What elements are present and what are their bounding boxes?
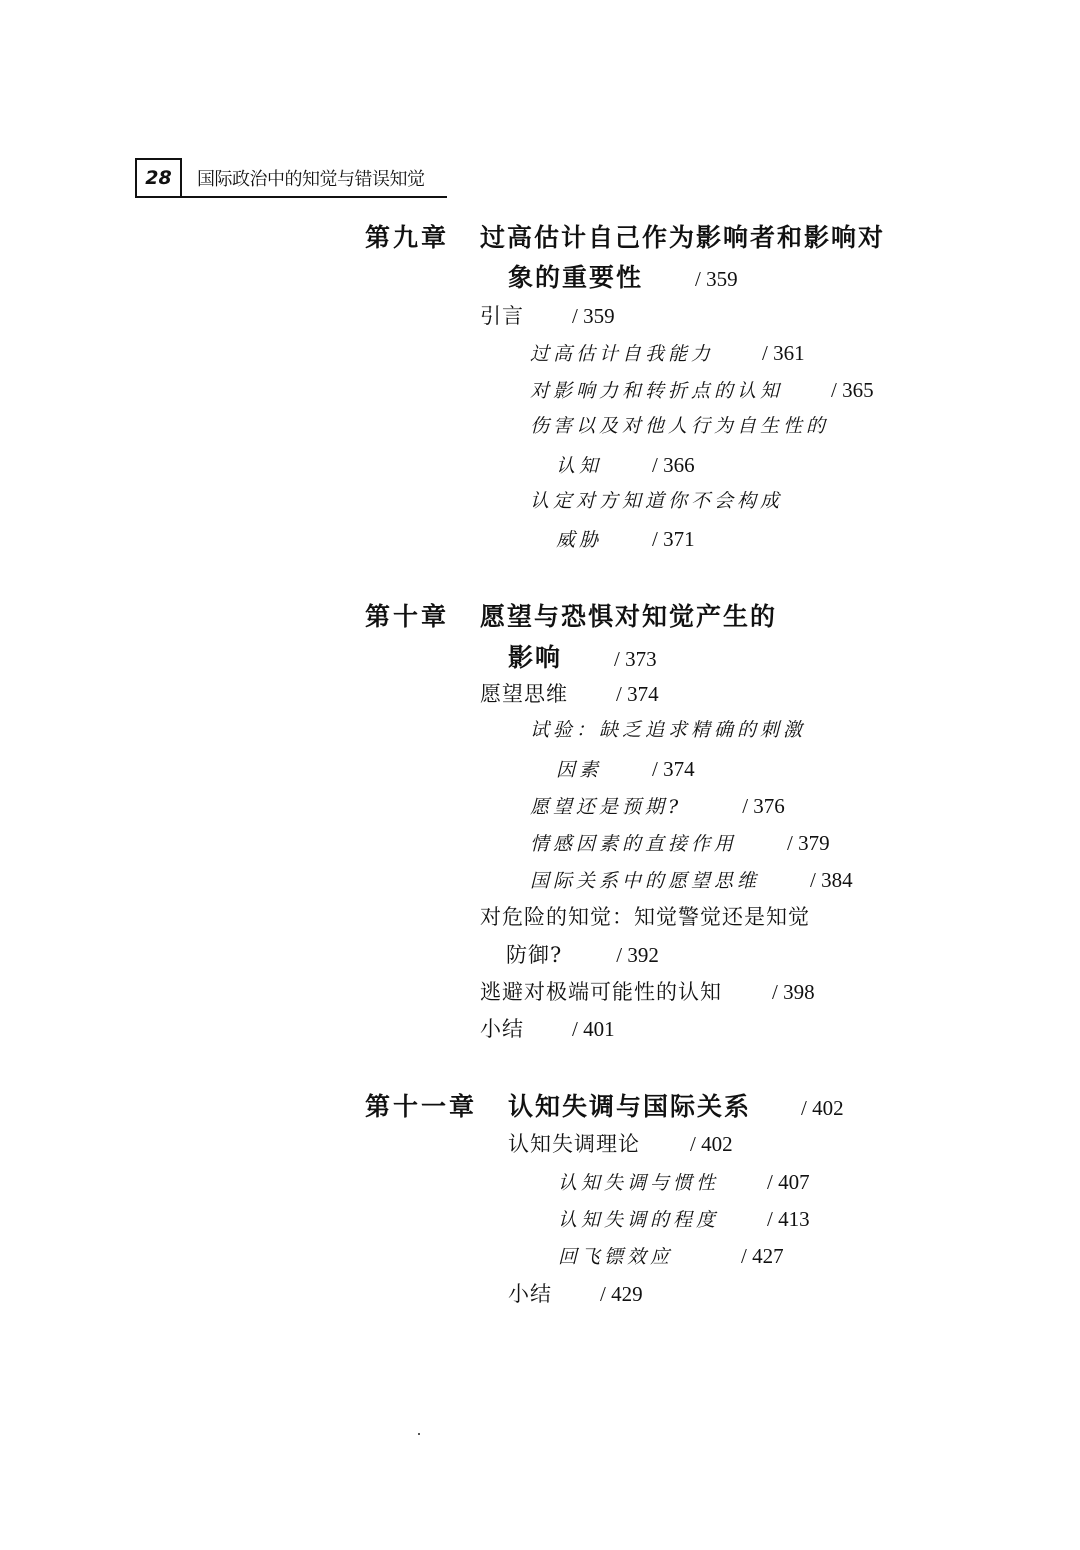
entry-page: / 374 <box>652 757 695 781</box>
toc-entry[interactable]: 逃避对极端可能性的认知 / 398 <box>480 980 815 1004</box>
entry-page: / 427 <box>741 1244 784 1268</box>
entry-page: / 401 <box>572 1017 615 1041</box>
toc-entry[interactable]: 愿望思维 / 374 <box>480 682 659 706</box>
toc-entry[interactable]: 国际关系中的愿望思维 / 384 <box>530 868 853 892</box>
entry-page: / 376 <box>742 794 785 818</box>
entry-page: / 398 <box>772 980 815 1004</box>
entry-page: / 371 <box>652 527 695 551</box>
chapter-label: 第十章 <box>365 602 450 631</box>
entry-page: / 359 <box>572 304 615 328</box>
entry-page: / 402 <box>690 1132 733 1156</box>
chapter-title: 过高估计自己作为影响者和影响对 <box>480 223 886 252</box>
book-title: 国际政治中的知觉与错误知觉 <box>197 169 425 190</box>
chapter-title-cont: 影响 / 373 <box>508 643 657 672</box>
toc-entry[interactable]: 试验：缺乏追求精确的刺激 <box>530 719 807 741</box>
chapter-label: 第九章 <box>365 223 450 252</box>
toc-entry[interactable]: 过高估计自我能力 / 361 <box>530 341 805 365</box>
entry-page: / 384 <box>810 868 853 892</box>
toc-entry[interactable]: 对影响力和转折点的认知 / 365 <box>530 378 874 402</box>
toc-entry[interactable]: 认知失调理论 / 402 <box>508 1132 733 1156</box>
toc-entry-cont[interactable]: 防御? / 392 <box>506 943 659 967</box>
entry-page: / 374 <box>616 682 659 706</box>
toc-entry[interactable]: 小结 / 401 <box>480 1017 615 1041</box>
toc-entry-cont[interactable]: 认知 / 366 <box>556 453 695 477</box>
chapter-label: 第十一章 <box>365 1092 478 1121</box>
page-number: 28 <box>135 158 182 196</box>
scan-speck <box>418 1433 420 1435</box>
entry-page: / 392 <box>616 943 659 967</box>
toc-entry[interactable]: 认知失调的程度 / 413 <box>558 1207 810 1231</box>
running-header <box>135 158 447 198</box>
chapter-title-cont: 象的重要性 / 359 <box>508 263 738 292</box>
toc-entry[interactable]: 情感因素的直接作用 / 379 <box>530 831 830 855</box>
toc-entry[interactable]: 认定对方知道你不会构成 <box>530 490 784 512</box>
entry-page: / 365 <box>831 378 874 402</box>
chapter-page: / 402 <box>801 1096 844 1120</box>
entry-page: / 413 <box>767 1207 810 1231</box>
chapter-page: / 373 <box>614 647 657 671</box>
toc-entry[interactable]: 小结 / 429 <box>508 1282 643 1306</box>
toc-entry[interactable]: 对危险的知觉：知觉警觉还是知觉 <box>480 905 810 929</box>
entry-page: / 429 <box>600 1282 643 1306</box>
toc-entry[interactable]: 认知失调与惯性 / 407 <box>558 1170 810 1194</box>
chapter-title: 认知失调与国际关系 / 402 <box>508 1092 844 1121</box>
chapter-page: / 359 <box>695 267 738 291</box>
toc-entry-cont[interactable]: 威胁 / 371 <box>556 527 695 551</box>
entry-page: / 366 <box>652 453 695 477</box>
entry-page: / 361 <box>762 341 805 365</box>
toc-entry[interactable]: 伤害以及对他人行为自生性的 <box>530 415 830 437</box>
chapter-title: 愿望与恐惧对知觉产生的 <box>480 602 778 631</box>
toc-entry-cont[interactable]: 因素 / 374 <box>556 757 695 781</box>
toc-entry[interactable]: 回飞镖效应 / 427 <box>558 1244 784 1268</box>
toc-entry[interactable]: 愿望还是预期? / 376 <box>530 794 785 818</box>
toc-entry[interactable]: 引言 / 359 <box>480 304 615 328</box>
entry-page: / 379 <box>787 831 830 855</box>
entry-page: / 407 <box>767 1170 810 1194</box>
